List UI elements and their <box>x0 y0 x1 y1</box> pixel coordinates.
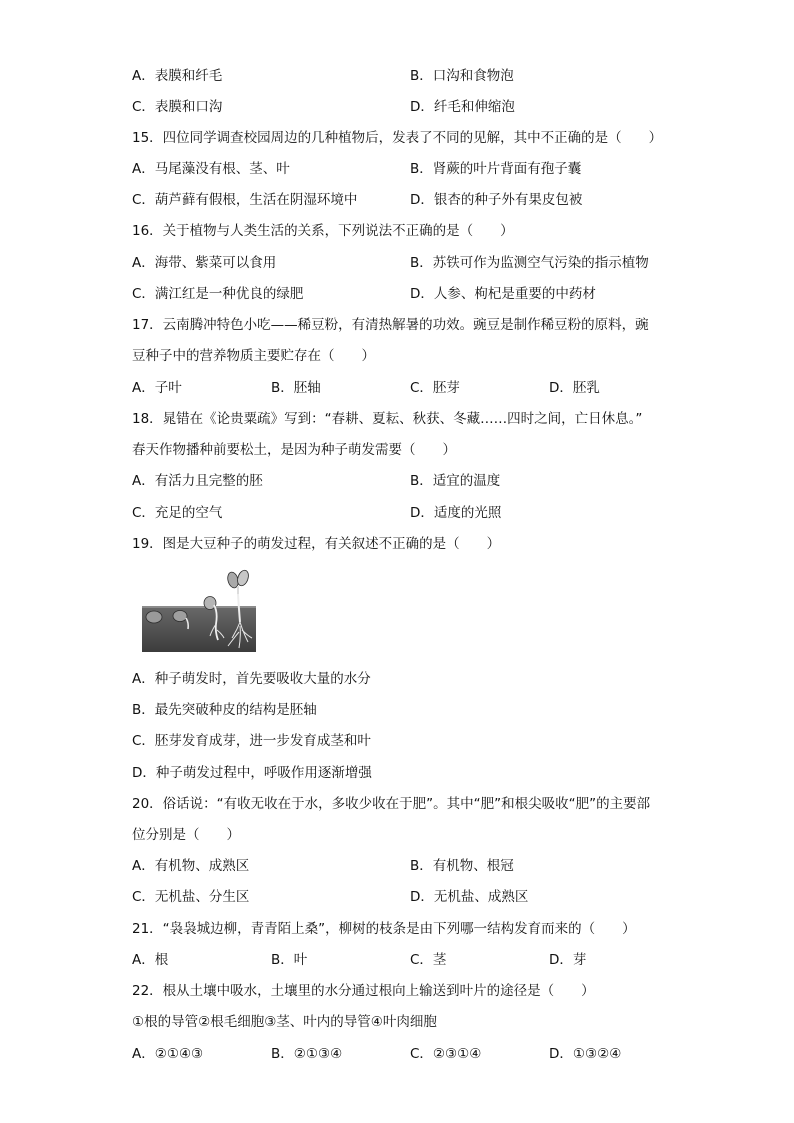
q20-option-a[interactable]: A．有机物、成熟区 <box>132 858 250 874</box>
q14-option-d[interactable]: D．纤毛和伸缩泡 <box>410 99 515 115</box>
q14-option-b[interactable]: B．口沟和食物泡 <box>410 68 514 84</box>
seed-stage-2 <box>173 611 187 622</box>
seed-stage-1 <box>146 611 162 623</box>
q16-option-a[interactable]: A．海带、紫菜可以食用 <box>132 255 277 271</box>
q14-option-c[interactable]: C．表膜和口沟 <box>132 99 223 115</box>
q19-option-b[interactable]: B．最先突破种皮的结构是胚轴 <box>132 702 317 718</box>
q17-stem-line1: 17．云南腾冲特色小吃——稀豆粉，有清热解暑的功效。豌豆是制作稀豆粉的原料，豌 <box>132 317 649 333</box>
q19-option-d[interactable]: D．种子萌发过程中，呼吸作用逐渐增强 <box>132 765 372 781</box>
q16-stem: 16．关于植物与人类生活的关系，下列说法不正确的是（ ） <box>132 223 514 239</box>
q21-option-c[interactable]: C．茎 <box>410 952 447 968</box>
q18-stem-line1: 18．晁错在《论贵粟疏》写到：“春耕、夏耘、秋获、冬藏……四时之间，亡日休息。” <box>132 411 643 427</box>
q21-option-b[interactable]: B．叶 <box>271 952 308 968</box>
q17-option-a[interactable]: A．子叶 <box>132 380 182 396</box>
q16-option-b[interactable]: B．苏铁可作为监测空气污染的指示植物 <box>410 255 649 271</box>
q20-option-c[interactable]: C．无机盐、分生区 <box>132 889 250 905</box>
q18-option-b[interactable]: B．适宜的温度 <box>410 473 501 489</box>
q18-option-c[interactable]: C．充足的空气 <box>132 505 223 521</box>
q16-option-c[interactable]: C．满江红是一种优良的绿肥 <box>132 286 304 302</box>
q16-option-d[interactable]: D．人参、枸杞是重要的中药材 <box>410 286 596 302</box>
q17-option-d[interactable]: D．胚乳 <box>549 380 600 396</box>
q18-stem-line2: 春天作物播种前要松土，是因为种子萌发需要（ ） <box>132 442 456 458</box>
q22-option-c[interactable]: C．②③①④ <box>410 1046 482 1062</box>
q15-option-b[interactable]: B．肾蕨的叶片背面有孢子囊 <box>410 161 582 177</box>
q17-option-b[interactable]: B．胚轴 <box>271 380 321 396</box>
q21-stem: 21．“袅袅城边柳，青青陌上桑”，柳树的枝条是由下列哪一结构发育而来的（ ） <box>132 921 636 937</box>
q22-option-b[interactable]: B．②①③④ <box>271 1046 343 1062</box>
q19-option-c[interactable]: C．胚芽发育成芽，进一步发育成茎和叶 <box>132 733 371 749</box>
q20-option-d[interactable]: D．无机盐、成熟区 <box>410 889 529 905</box>
q22-option-d[interactable]: D．①③②④ <box>549 1046 622 1062</box>
q20-stem-line2: 位分别是（ ） <box>132 827 240 843</box>
q17-option-c[interactable]: C．胚芽 <box>410 380 460 396</box>
soybean-germination-figure <box>142 566 256 652</box>
q19-stem: 19．图是大豆种子的萌发过程，有关叙述不正确的是（ ） <box>132 536 501 552</box>
q21-option-a[interactable]: A．根 <box>132 952 169 968</box>
seed-stage-3 <box>204 597 216 610</box>
q21-option-d[interactable]: D．芽 <box>549 952 587 968</box>
q19-option-a[interactable]: A．种子萌发时，首先要吸收大量的水分 <box>132 671 371 687</box>
q15-option-c[interactable]: C．葫芦藓有假根，生活在阴湿环境中 <box>132 192 358 208</box>
q18-option-a[interactable]: A．有活力且完整的胚 <box>132 473 263 489</box>
q18-option-d[interactable]: D．适度的光照 <box>410 505 502 521</box>
q15-option-a[interactable]: A．马尾藻没有根、茎、叶 <box>132 161 290 177</box>
q17-stem-line2: 豆种子中的营养物质主要贮存在（ ） <box>132 348 375 364</box>
q22-option-a[interactable]: A．②①④③ <box>132 1046 204 1062</box>
q20-stem-line1: 20．俗话说：“有收无收在于水，多收少收在于肥”。其中“肥”和根尖吸收“肥”的主要部 <box>132 796 651 812</box>
q22-stem: 22．根从土壤中吸水，土壤里的水分通过根向上输送到叶片的途径是（ ） <box>132 983 595 999</box>
q14-option-a[interactable]: A．表膜和纤毛 <box>132 68 223 84</box>
q20-option-b[interactable]: B．有机物、根冠 <box>410 858 514 874</box>
q15-option-d[interactable]: D．银杏的种子外有果皮包被 <box>410 192 583 208</box>
q15-stem: 15．四位同学调查校园周边的几种植物后，发表了不同的见解，其中不正确的是（ ） <box>132 130 663 146</box>
q22-items: ①根的导管②根毛细胞③茎、叶内的导管④叶肉细胞 <box>132 1014 437 1030</box>
